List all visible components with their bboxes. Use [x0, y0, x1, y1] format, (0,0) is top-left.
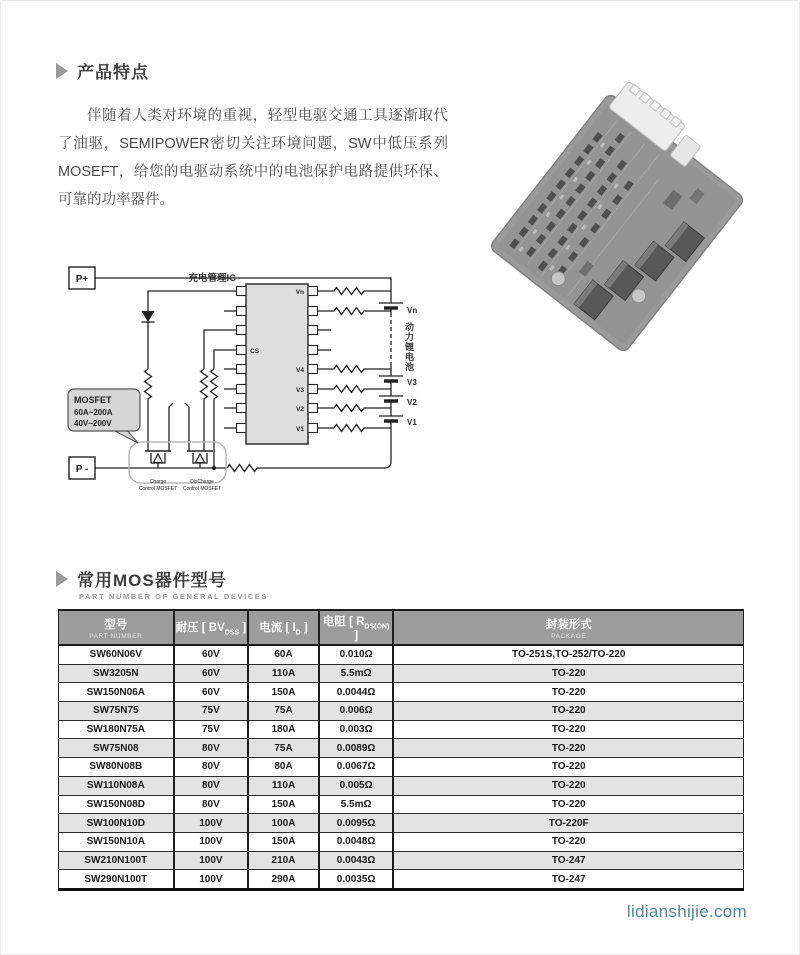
callout-voltage-range: 40V~200V — [74, 419, 112, 428]
cell-resistance: 0.006Ω — [319, 702, 394, 721]
section-marker-icon — [56, 571, 68, 587]
cell-package: TO-251S,TO-252/TO-220 — [393, 645, 743, 664]
cell-current: 150A — [248, 795, 319, 814]
label-ic-title: 充电管理IC — [188, 273, 236, 284]
col-header-current: 电流 [ $I_D$ ] — [248, 610, 319, 645]
cell-current: 60A — [248, 645, 319, 664]
cell-part: SW290N100T — [59, 870, 174, 890]
table-row — [59, 758, 744, 777]
table-row — [59, 739, 744, 758]
cell-resistance: 5.5mΩ — [319, 795, 394, 814]
cell-voltage: 80V — [174, 776, 249, 795]
cell-voltage: 60V — [174, 645, 249, 664]
charge-management-ic — [246, 284, 308, 444]
footer-site-link[interactable]: lidianshijie.com — [626, 902, 747, 921]
cell-current: 80A — [248, 758, 319, 777]
cell-package: TO-220 — [393, 720, 743, 739]
label-cell-v1: V1 — [407, 418, 417, 427]
circuit-diagram-graphic — [41, 251, 451, 521]
cell-resistance: 0.0089Ω — [319, 739, 394, 758]
cell-part: SW150N10A — [59, 832, 174, 851]
label-cell-vn: Vn — [407, 306, 418, 315]
cell-voltage: 75V — [174, 702, 249, 721]
callout-title: MOSFET — [74, 395, 112, 405]
section-marker-icon — [56, 63, 68, 79]
features-heading — [56, 58, 149, 83]
table-row — [59, 645, 744, 664]
cell-resistance: 0.0043Ω — [319, 851, 394, 870]
col-header-part-number: 型号 PART NUMBER — [59, 610, 174, 645]
mosfet-group-outline — [129, 442, 226, 483]
cell-voltage: 100V — [174, 832, 249, 851]
cell-current: 110A — [248, 664, 319, 683]
charge-mosfet-label-2: Control MOSFET — [138, 486, 178, 492]
table-row — [59, 776, 744, 795]
cell-voltage: 100V — [174, 851, 249, 870]
table-row — [59, 720, 744, 739]
cell-current: 290A — [248, 870, 319, 890]
table-row — [59, 814, 744, 833]
cell-package: TO-220 — [393, 683, 743, 702]
callout-current-range: 60A~200A — [74, 408, 113, 417]
cell-current: 150A — [248, 683, 319, 702]
label-ic-pin-vn: Vn — [295, 289, 304, 296]
cell-voltage: 60V — [174, 683, 249, 702]
mos-parts-table — [58, 609, 744, 891]
col-header-voltage: 耐压 [ $BV_{DSS}$ ] — [174, 610, 249, 645]
cell-package: TO-247 — [393, 870, 743, 890]
col-header-resistance: 电阻 [ $R_{DS(ON)}$ ] — [319, 610, 394, 645]
cell-resistance: 0.0067Ω — [319, 758, 394, 777]
protection-circuit-diagram — [41, 251, 451, 521]
cell-part: SW210N100T — [59, 851, 174, 870]
pcb-photo — [441, 56, 791, 401]
cell-part: SW75N08 — [59, 739, 174, 758]
discharge-mosfet-label-1: DisCharge — [190, 479, 214, 485]
parts-heading — [56, 566, 227, 591]
battery-side-label: 动力锂电池 — [404, 322, 414, 372]
table-row — [59, 832, 744, 851]
cell-voltage: 80V — [174, 758, 249, 777]
cell-current: 210A — [248, 851, 319, 870]
cell-part: SW60N06V — [59, 645, 174, 664]
label-cell-v3: V3 — [407, 378, 417, 387]
table-row — [59, 683, 744, 702]
cell-current: 180A — [248, 720, 319, 739]
cell-package: TO-220 — [393, 664, 743, 683]
cell-voltage: 75V — [174, 720, 249, 739]
cell-package: TO-220F — [393, 814, 743, 833]
cell-resistance: 0.003Ω — [319, 720, 394, 739]
cell-voltage: 80V — [174, 739, 249, 758]
table-row — [59, 870, 744, 890]
cell-voltage: 60V — [174, 664, 249, 683]
table-row — [59, 664, 744, 683]
cell-resistance: 0.0044Ω — [319, 683, 394, 702]
parts-title: 常用MOS器件型号 — [77, 571, 227, 590]
features-paragraph: 伴随着人类对环境的重视，轻型电驱交通工具逐渐取代了油驱，SEMIPOWER密切关注环境问题，SW中低压系列MOSEFT，给您的电驱动系统中的电池保护电路提供环保、可靠的功率器件。 — [58, 107, 448, 208]
cell-voltage: 80V — [174, 795, 249, 814]
cell-part: SW110N08A — [59, 776, 174, 795]
cell-part: SW80N08B — [59, 758, 174, 777]
cell-part: SW180N75A — [59, 720, 174, 739]
cell-voltage: 100V — [174, 870, 249, 890]
charge-mosfet-label-1: Charge — [149, 479, 167, 485]
label-p-plus: P+ — [75, 274, 89, 285]
cell-package: TO-247 — [393, 851, 743, 870]
cell-current: 150A — [248, 832, 319, 851]
cell-package: TO-220 — [393, 776, 743, 795]
cell-part: SW150N08D — [59, 795, 174, 814]
cell-current: 100A — [248, 814, 319, 833]
cell-package: TO-220 — [393, 702, 743, 721]
label-cs-pin: CS — [250, 348, 260, 355]
cell-resistance: 0.0048Ω — [319, 832, 394, 851]
pcb-photo-graphic — [441, 56, 791, 401]
cell-part: SW75N75 — [59, 702, 174, 721]
cell-resistance: 5.5mΩ — [319, 664, 394, 683]
label-cell-v2: V2 — [407, 398, 417, 407]
col-header-package: 封装形式 PACKAGE — [393, 610, 743, 645]
cell-package: TO-220 — [393, 758, 743, 777]
cell-resistance: 0.0095Ω — [319, 814, 394, 833]
cell-current: 110A — [248, 776, 319, 795]
parts-subtitle: PART NUMBER OF GENERAL DEVICES — [79, 592, 268, 601]
discharge-mosfet-label-2: Control MOSFET — [182, 486, 222, 492]
table-row — [59, 795, 744, 814]
cell-resistance: 0.010Ω — [319, 645, 394, 664]
cell-part: SW100N10D — [59, 814, 174, 833]
label-ic-pin-v3: V3 — [296, 387, 304, 394]
label-ic-pin-v4: V4 — [296, 367, 304, 374]
cell-package: TO-220 — [393, 739, 743, 758]
cell-resistance: 0.005Ω — [319, 776, 394, 795]
cell-part: SW3205N — [59, 664, 174, 683]
label-ic-pin-v2: V2 — [296, 406, 304, 413]
cell-part: SW150N06A — [59, 683, 174, 702]
table-row — [59, 702, 744, 721]
cell-voltage: 100V — [174, 814, 249, 833]
cell-package: TO-220 — [393, 832, 743, 851]
label-ic-pin-v1: V1 — [296, 426, 304, 433]
features-title: 产品特点 — [77, 63, 149, 82]
table-row — [59, 851, 744, 870]
table-header-row — [59, 610, 744, 645]
cell-current: 75A — [248, 739, 319, 758]
cell-current: 75A — [248, 702, 319, 721]
cell-resistance: 0.0035Ω — [319, 870, 394, 890]
cell-package: TO-220 — [393, 795, 743, 814]
label-p-minus: P - — [75, 464, 89, 475]
